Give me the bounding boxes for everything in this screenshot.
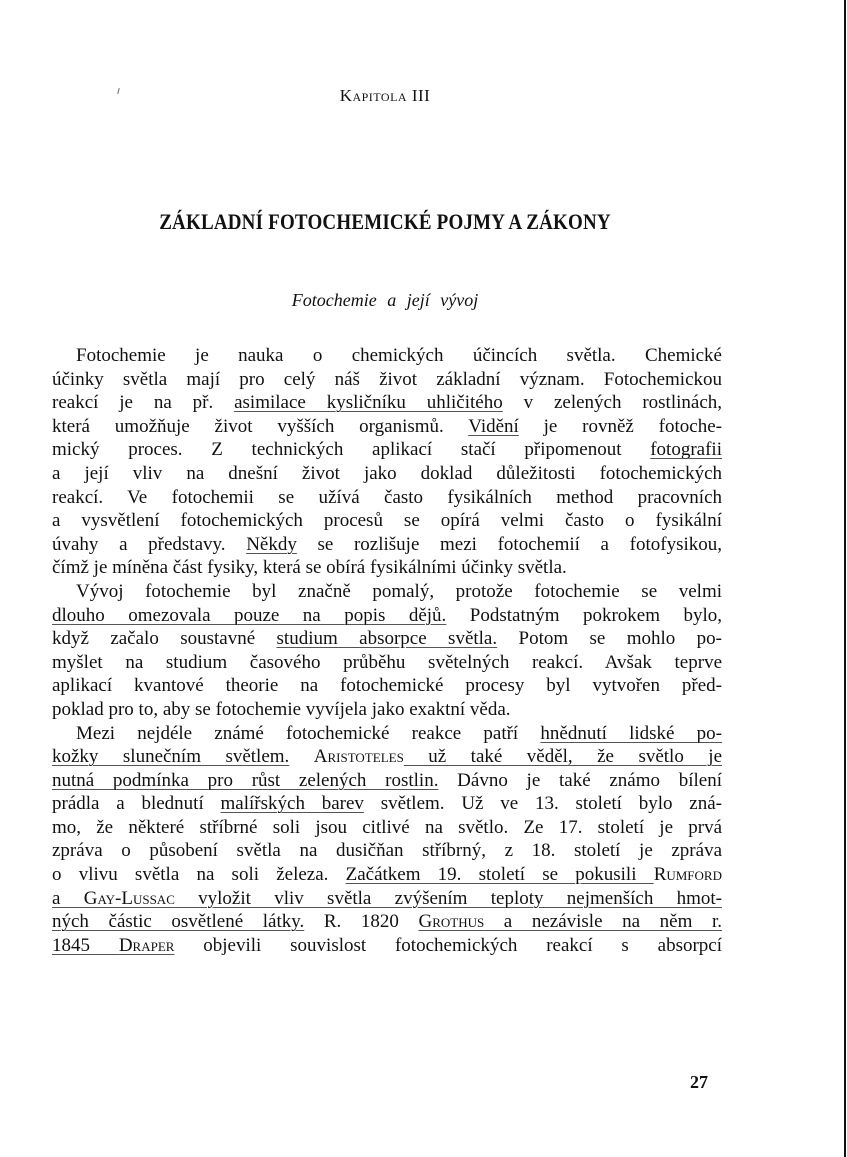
text-line: Vývoj fotochemie byl značně pomalý, protože fotochemie se velmi	[76, 580, 722, 602]
page-number: 27	[690, 1072, 708, 1092]
text-line: a její vliv na dnešní život jako doklad důležitosti fotochemických	[52, 462, 722, 484]
text-line: dlouho omezovala pouze na popis dějů. Podstatným pokrokem bylo,	[52, 604, 722, 626]
pencil-underline: malířských barev	[220, 793, 364, 815]
author-name: Draper	[118, 934, 175, 956]
pencil-underline: Začátkem 19. století se pokusili	[345, 864, 654, 886]
pencil-underline: Vidění	[468, 415, 519, 437]
body-text	[52, 344, 722, 957]
text-line: ných částic osvětlené látky. R. 1820 Grothus a nezávisle na něm r.	[52, 911, 722, 933]
text-line: úvahy a představy. Někdy se rozlišuje mezi fotochemií a fotofysikou,	[52, 533, 722, 555]
scan-edge-border	[844, 0, 846, 1157]
pencil-underline: hnědnutí lidské po-	[540, 722, 723, 744]
text-line: účinky světla mají pro celý náš život základní význam. Fotochemickou	[52, 368, 722, 390]
text-line: reakcí. Ve fotochemii se užívá často fysikálních method pracovních	[52, 486, 722, 508]
text-line: Mezi nejdéle známé fotochemické reakce patří hnědnutí lidské po-	[76, 722, 723, 744]
author-name: Gay-Lussac	[83, 887, 175, 909]
text-line: a Gay-Lussac vyložit vliv světla zvýšením teploty nejmenších hmot-	[52, 887, 722, 909]
author-name: Aristoteles	[313, 746, 404, 768]
pencil-underline: dlouho omezovala pouze na popis dějů.	[52, 604, 447, 626]
text-line: Fotochemie je nauka o chemických účincích světla. Chemické	[76, 345, 722, 366]
pencil-underline: nutná podmínka pro růst zelených rostlin.	[52, 769, 439, 791]
pencil-underline: Někdy	[246, 533, 297, 555]
text-line: myšlet na studium časového průběhu světelných reakcí. Avšak teprve	[52, 651, 722, 673]
chapter-label: Kapitola III	[339, 86, 431, 105]
text-line: prádla a blednutí malířských barev světlem. Už ve 13. století bylo zná-	[52, 793, 722, 815]
chapter-title: ZÁKLADNÍ FOTOCHEMICKÉ POJMY A ZÁKONY	[159, 210, 611, 235]
text-line: 1845 Draper objevili souvislost fotochemických reakcí s absorpcí	[52, 934, 722, 956]
text-line: mo, že některé stříbrné soli jsou citlivé na světlo. Ze 17. století je prvá	[52, 816, 722, 838]
pencil-underline: studium absorpce světla.	[276, 628, 498, 650]
pencil-underline: vyložit vliv světla zvýšením teploty nejmenších hmot-	[174, 887, 722, 909]
section-title: Fotochemie a její vývoj	[291, 290, 479, 310]
text-line: zpráva o působení světla na dusičňan stříbrný, z 18. století je zpráva	[52, 840, 722, 862]
text-line: kožky slunečním světlem. Aristoteles už také věděl, že světlo je	[52, 746, 722, 768]
text-line: nutná podmínka pro růst zelených rostlin. Dávno je také známo bílení	[52, 769, 722, 791]
text-line: čímž je míněna část fysiky, která se obírá fysikálními účinky světla.	[52, 557, 567, 579]
pencil-underline: asimilace kysličníku uhličitého	[234, 392, 503, 414]
text-line: o vlivu světla na soli železa. Začátkem 19. století se pokusili Rumford	[52, 864, 722, 886]
text-line: a vysvětlení fotochemických procesů se opírá velmi často o fysikální	[52, 510, 722, 532]
author-name: Rumford	[653, 864, 722, 886]
pencil-underline: fotografii	[650, 439, 722, 461]
pencil-underline: ných částic osvětlené látky.	[52, 911, 305, 933]
author-name: Grothus	[418, 911, 485, 933]
text-line: poklad pro to, aby se fotochemie vyvíjela jako exaktní věda.	[52, 698, 511, 720]
text-line: aplikací kvantové theorie na fotochemické procesy byl vytvořen před-	[52, 675, 722, 697]
pencil-underline: kožky slunečním světlem.	[52, 746, 290, 768]
text-line: když začalo soustavné studium absorpce světla. Potom se mohlo po-	[52, 628, 722, 650]
text-line: reakcí je na př. asimilace kysličníku uhličitého v zelených rostlinách,	[52, 392, 722, 414]
text-line: mický proces. Z technických aplikací stačí připomenout fotografii	[52, 439, 722, 461]
text-line: která umožňuje život vyšších organismů. Vidění je rovněž fotoche-	[52, 415, 722, 437]
